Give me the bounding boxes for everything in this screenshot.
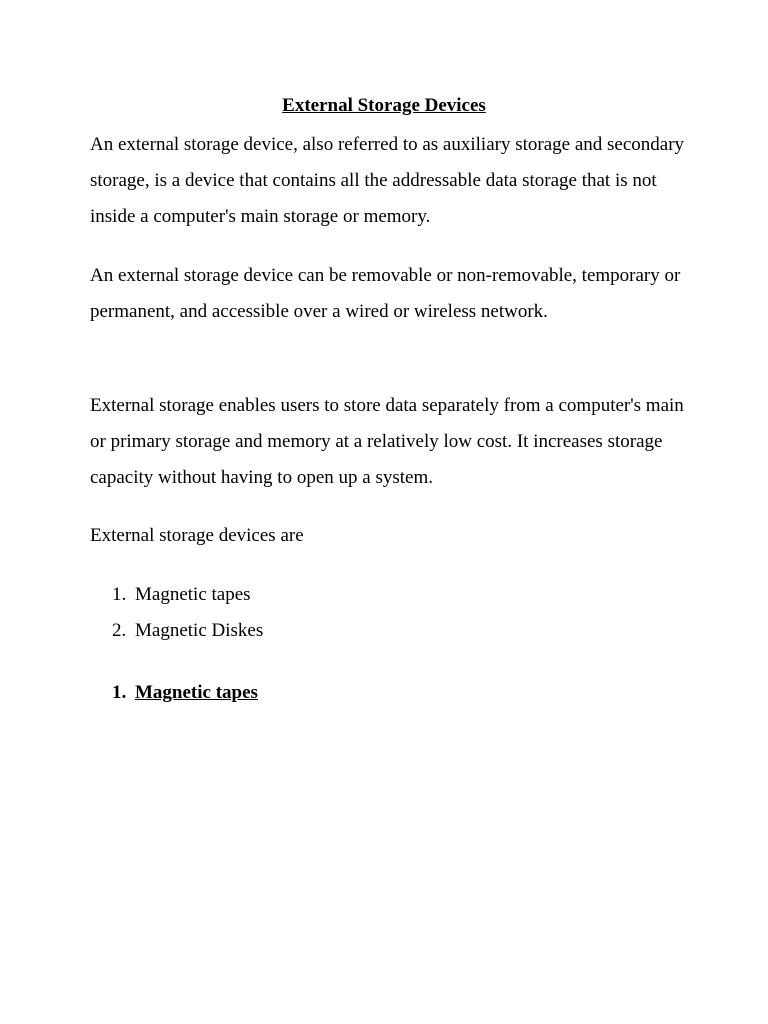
list-item-number: 2. (112, 620, 127, 641)
list-item-text: Magnetic tapes (135, 584, 251, 605)
list-item (90, 577, 263, 613)
list-item-number: 1. (112, 584, 127, 605)
device-list (90, 577, 263, 649)
section-heading-text: Magnetic tapes (135, 682, 258, 703)
paragraph-types: An external storage device can be removable or non-removable, temporary or permanent, and accessible over a wired or wireless network. (90, 265, 681, 322)
list-item (90, 613, 263, 649)
paragraph-definition: An external storage device, also referred to as auxiliary storage and secondary storage, is a device that contains all the addressable data storage that is not inside a computer's main storage or memory. (90, 134, 685, 227)
section-heading-number: 1. (112, 682, 127, 703)
list-item-text: Magnetic Diskes (135, 620, 264, 641)
paragraph-benefits: External storage enables users to store data separately from a computer's main or primary storage and memory at a relatively low cost. It increases storage capacity without having to open up a system. (90, 395, 684, 488)
document-title: External Storage Devices (282, 95, 486, 116)
section-heading (90, 675, 258, 711)
paragraph-list-intro: External storage devices are (90, 525, 304, 546)
